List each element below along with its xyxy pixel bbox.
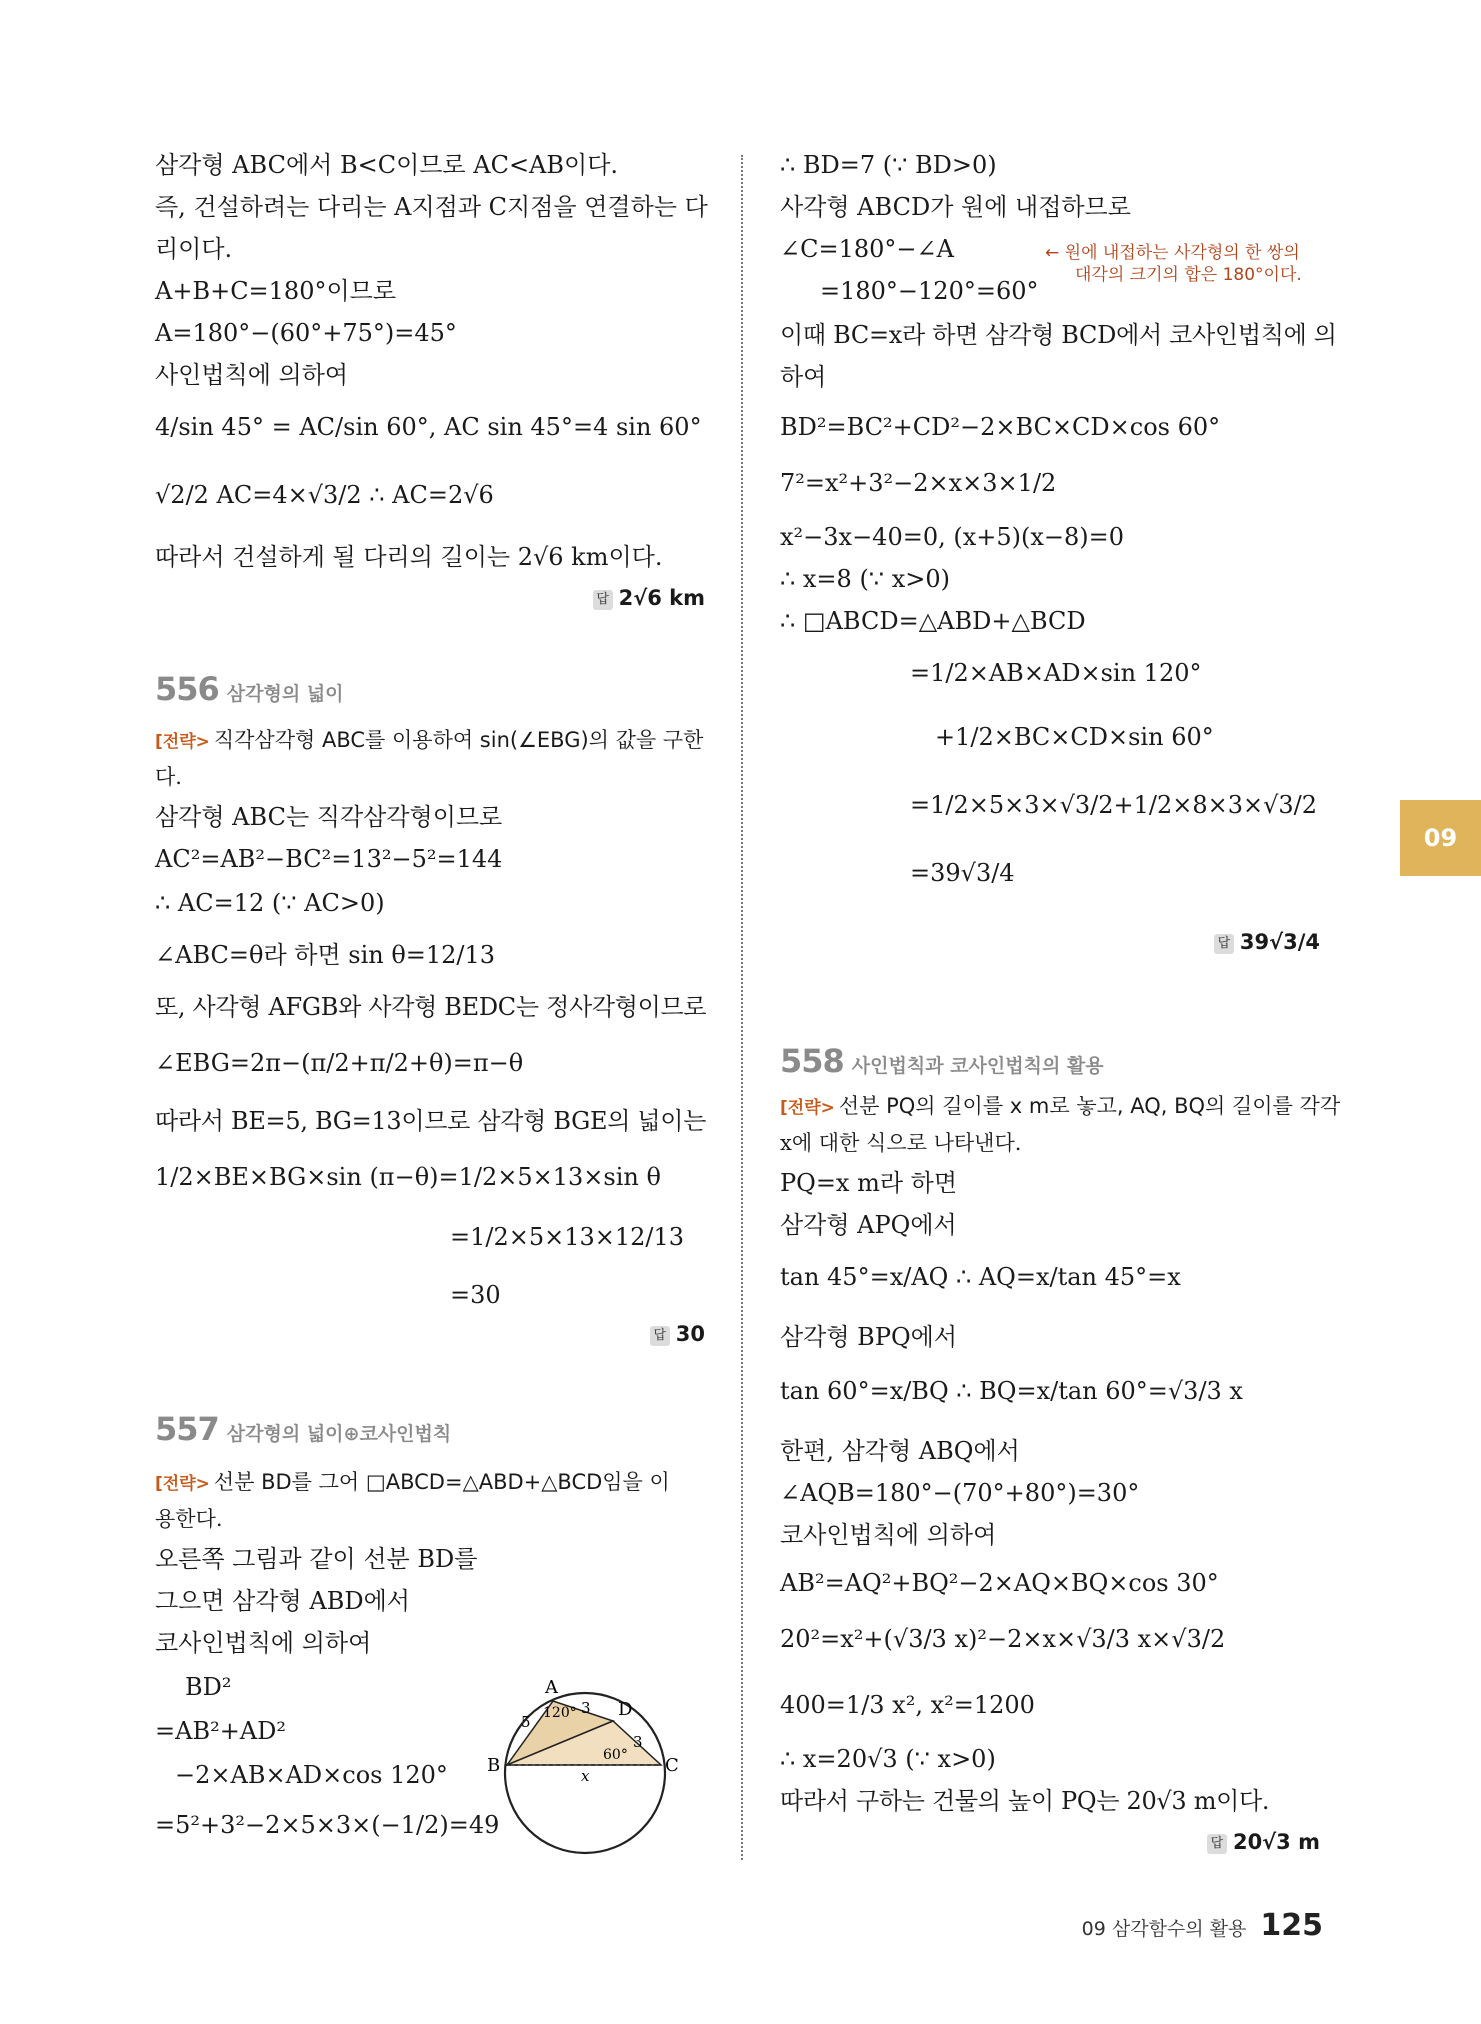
- equation-line: ∠AQB=180°−(70°+80°)=30°: [780, 1479, 1140, 1507]
- section-number: 557: [155, 1410, 219, 1448]
- equation-line: ∴ x=8 (∵ x>0): [780, 565, 950, 593]
- equation-line: √2/2 AC=4×√3/2 ∴ AC=2√6: [155, 481, 494, 509]
- equation-line: =AB²+AD²: [155, 1717, 287, 1745]
- footer-chapter-label: 09 삼각함수의 활용: [1081, 1918, 1247, 1940]
- equation-line: ∴ BD=7 (∵ BD>0): [780, 151, 997, 179]
- text-line: 또, 사각형 AFGB와 사각형 BEDC는 정사각형이므로: [155, 993, 707, 1021]
- equation-line: tan 45°=x/AQ ∴ AQ=x/tan 45°=x: [780, 1263, 1181, 1291]
- equation-line: =1/2×5×3×√3/2+1/2×8×3×√3/2: [910, 791, 1318, 819]
- answer-557: 답 39√3/4: [1214, 930, 1320, 954]
- label-ad: 3: [581, 1699, 591, 1717]
- strategy-line: 다.: [155, 765, 182, 789]
- text-line: 따라서 건설하게 될 다리의 길이는 2√6 km이다.: [155, 543, 663, 571]
- equation-line: 400=1/3 x², x²=1200: [780, 1691, 1035, 1719]
- text-line: 코사인법칙에 의하여: [155, 1629, 372, 1657]
- strategy-line: [전략> 선분 PQ의 길이를 x m로 놓고, AQ, BQ의 길이를 각각: [780, 1090, 1340, 1123]
- label-c: C: [665, 1755, 679, 1776]
- text-line: 하여: [780, 363, 827, 391]
- equation-line: =1/2×AB×AD×sin 120°: [910, 659, 1202, 687]
- equation-line: 7²=x²+3²−2×x×3×1/2: [780, 469, 1057, 497]
- section-number: 558: [780, 1042, 844, 1080]
- figure-svg: [485, 1675, 685, 1860]
- text-line: 따라서 BE=5, BG=13이므로 삼각형 BGE의 넓이는: [155, 1107, 707, 1135]
- text-line: 삼각형 ABC에서 B<C이므로 AC<AB이다.: [155, 151, 619, 179]
- label-b: B: [487, 1755, 501, 1776]
- strategy-line: [전략> 선분 BD를 그어 □ABCD=△ABD+△BCD임을 이: [155, 1466, 670, 1499]
- strategy-line: x에 대한 식으로 나타낸다.: [780, 1131, 1022, 1155]
- answer-556: 답 30: [650, 1322, 705, 1346]
- equation-line: =30: [450, 1281, 501, 1309]
- text-line: 한편, 삼각형 ABQ에서: [780, 1437, 1020, 1465]
- equation-line: ∠ABC=θ라 하면 sin θ=12/13: [155, 941, 496, 969]
- label-angle-a: 120°: [543, 1705, 577, 1721]
- equation-line: =5²+3²−2×5×3×(−1/2)=49: [155, 1811, 500, 1839]
- text-line: 그으면 삼각형 ABD에서: [155, 1587, 410, 1615]
- answer-mark-icon: 답: [1207, 1834, 1227, 1854]
- equation-line: AB²=AQ²+BQ²−2×AQ×BQ×cos 30°: [780, 1569, 1219, 1597]
- text-line: A+B+C=180°이므로: [155, 277, 397, 305]
- equation-line: +1/2×BC×CD×sin 60°: [935, 723, 1214, 751]
- strategy-line: [전략> 직각삼각형 ABC를 이용하여 sin(∠EBG)의 값을 구한: [155, 724, 703, 757]
- equation-line: ∠EBG=2π−(π/2+π/2+θ)=π−θ: [155, 1049, 524, 1077]
- section-header-556: [155, 670, 344, 708]
- text-line: 코사인법칙에 의하여: [780, 1521, 997, 1549]
- section-number: 556: [155, 670, 219, 708]
- label-angle-c: 60°: [603, 1747, 628, 1763]
- text-line: A=180°−(60°+75°)=45°: [155, 319, 457, 347]
- equation-line: AC²=AB²−BC²=13²−5²=144: [155, 845, 503, 873]
- section-title: 삼각형의 넓이⊕코사인법칙: [226, 1423, 452, 1445]
- section-title: 사인법칙과 코사인법칙의 활용: [851, 1055, 1104, 1077]
- equation-line: ∴ □ABCD=△ABD+△BCD: [780, 607, 1086, 635]
- equation-line: tan 60°=x/BQ ∴ BQ=x/tan 60°=√3/3 x: [780, 1377, 1243, 1405]
- equation-line: 4/sin 45° = AC/sin 60°, AC sin 45°=4 sin 60°: [155, 413, 702, 441]
- label-ab: 5: [521, 1713, 531, 1731]
- cyclic-quadrilateral-figure: [485, 1675, 685, 1864]
- equation-line: BD²=BC²+CD²−2×BC×CD×cos 60°: [780, 413, 1221, 441]
- answer-mark-icon: 답: [1214, 934, 1234, 954]
- strategy-line: 용한다.: [155, 1507, 223, 1531]
- text-line: 삼각형 APQ에서: [780, 1211, 957, 1239]
- section-title: 삼각형의 넓이: [226, 683, 344, 705]
- equation-line: ∴ x=20√3 (∵ x>0): [780, 1745, 996, 1773]
- side-note: ← 원에 내접하는 사각형의 한 쌍의 대각의 크기의 합은 180°이다.: [1045, 243, 1302, 285]
- page-number: 125: [1260, 1908, 1323, 1943]
- text-line: 즉, 건설하려는 다리는 A지점과 C지점을 연결하는 다: [155, 193, 708, 221]
- text-line: 리이다.: [155, 235, 233, 263]
- equation-line: ∴ AC=12 (∵ AC>0): [155, 889, 385, 917]
- equation-line: =39√3/4: [910, 859, 1015, 887]
- answer-mark-icon: 답: [650, 1326, 670, 1346]
- label-d: D: [618, 1699, 633, 1720]
- equation-line: BD²: [185, 1673, 232, 1701]
- text-line: 삼각형 ABC는 직각삼각형이므로: [155, 803, 503, 831]
- text-line: 이때 BC=x라 하면 삼각형 BCD에서 코사인법칙에 의: [780, 321, 1337, 349]
- strategy-tag: [전략>: [155, 732, 210, 752]
- answer-555: 답 2√6 km: [593, 586, 705, 610]
- text-line: 삼각형 BPQ에서: [780, 1323, 958, 1351]
- equation-line: x²−3x−40=0, (x+5)(x−8)=0: [780, 523, 1125, 551]
- label-bc: x: [581, 1767, 590, 1785]
- strategy-tag: [전략>: [780, 1098, 835, 1118]
- label-dc: 3: [633, 1733, 643, 1751]
- label-a: A: [545, 1677, 558, 1698]
- section-header-557: [155, 1410, 451, 1448]
- text-line: 사각형 ABCD가 원에 내접하므로: [780, 193, 1131, 221]
- equation-line: =1/2×5×13×12/13: [450, 1223, 685, 1251]
- equation-line: 20²=x²+(√3/3 x)²−2×x×√3/3 x×√3/2: [780, 1625, 1226, 1653]
- column-divider: [741, 155, 743, 1860]
- text-line: 오른쪽 그림과 같이 선분 BD를: [155, 1545, 478, 1573]
- equation-line: 1/2×BE×BG×sin (π−θ)=1/2×5×13×sin θ: [155, 1163, 661, 1191]
- answer-mark-icon: 답: [593, 590, 613, 610]
- strategy-tag: [전략>: [155, 1474, 210, 1494]
- text-line: 따라서 구하는 건물의 높이 PQ는 20√3 m이다.: [780, 1787, 1270, 1815]
- answer-558: 답 20√3 m: [1207, 1830, 1320, 1854]
- equation-line: ∠C=180°−∠A: [780, 235, 954, 263]
- equation-line: =180°−120°=60°: [820, 277, 1039, 305]
- equation-line: PQ=x m라 하면: [780, 1169, 958, 1197]
- section-header-558: [780, 1042, 1104, 1080]
- equation-line: −2×AB×AD×cos 120°: [175, 1761, 448, 1789]
- page-footer: [1082, 1908, 1323, 1943]
- chapter-tab: 09: [1400, 800, 1481, 876]
- text-line: 사인법칙에 의하여: [155, 361, 349, 389]
